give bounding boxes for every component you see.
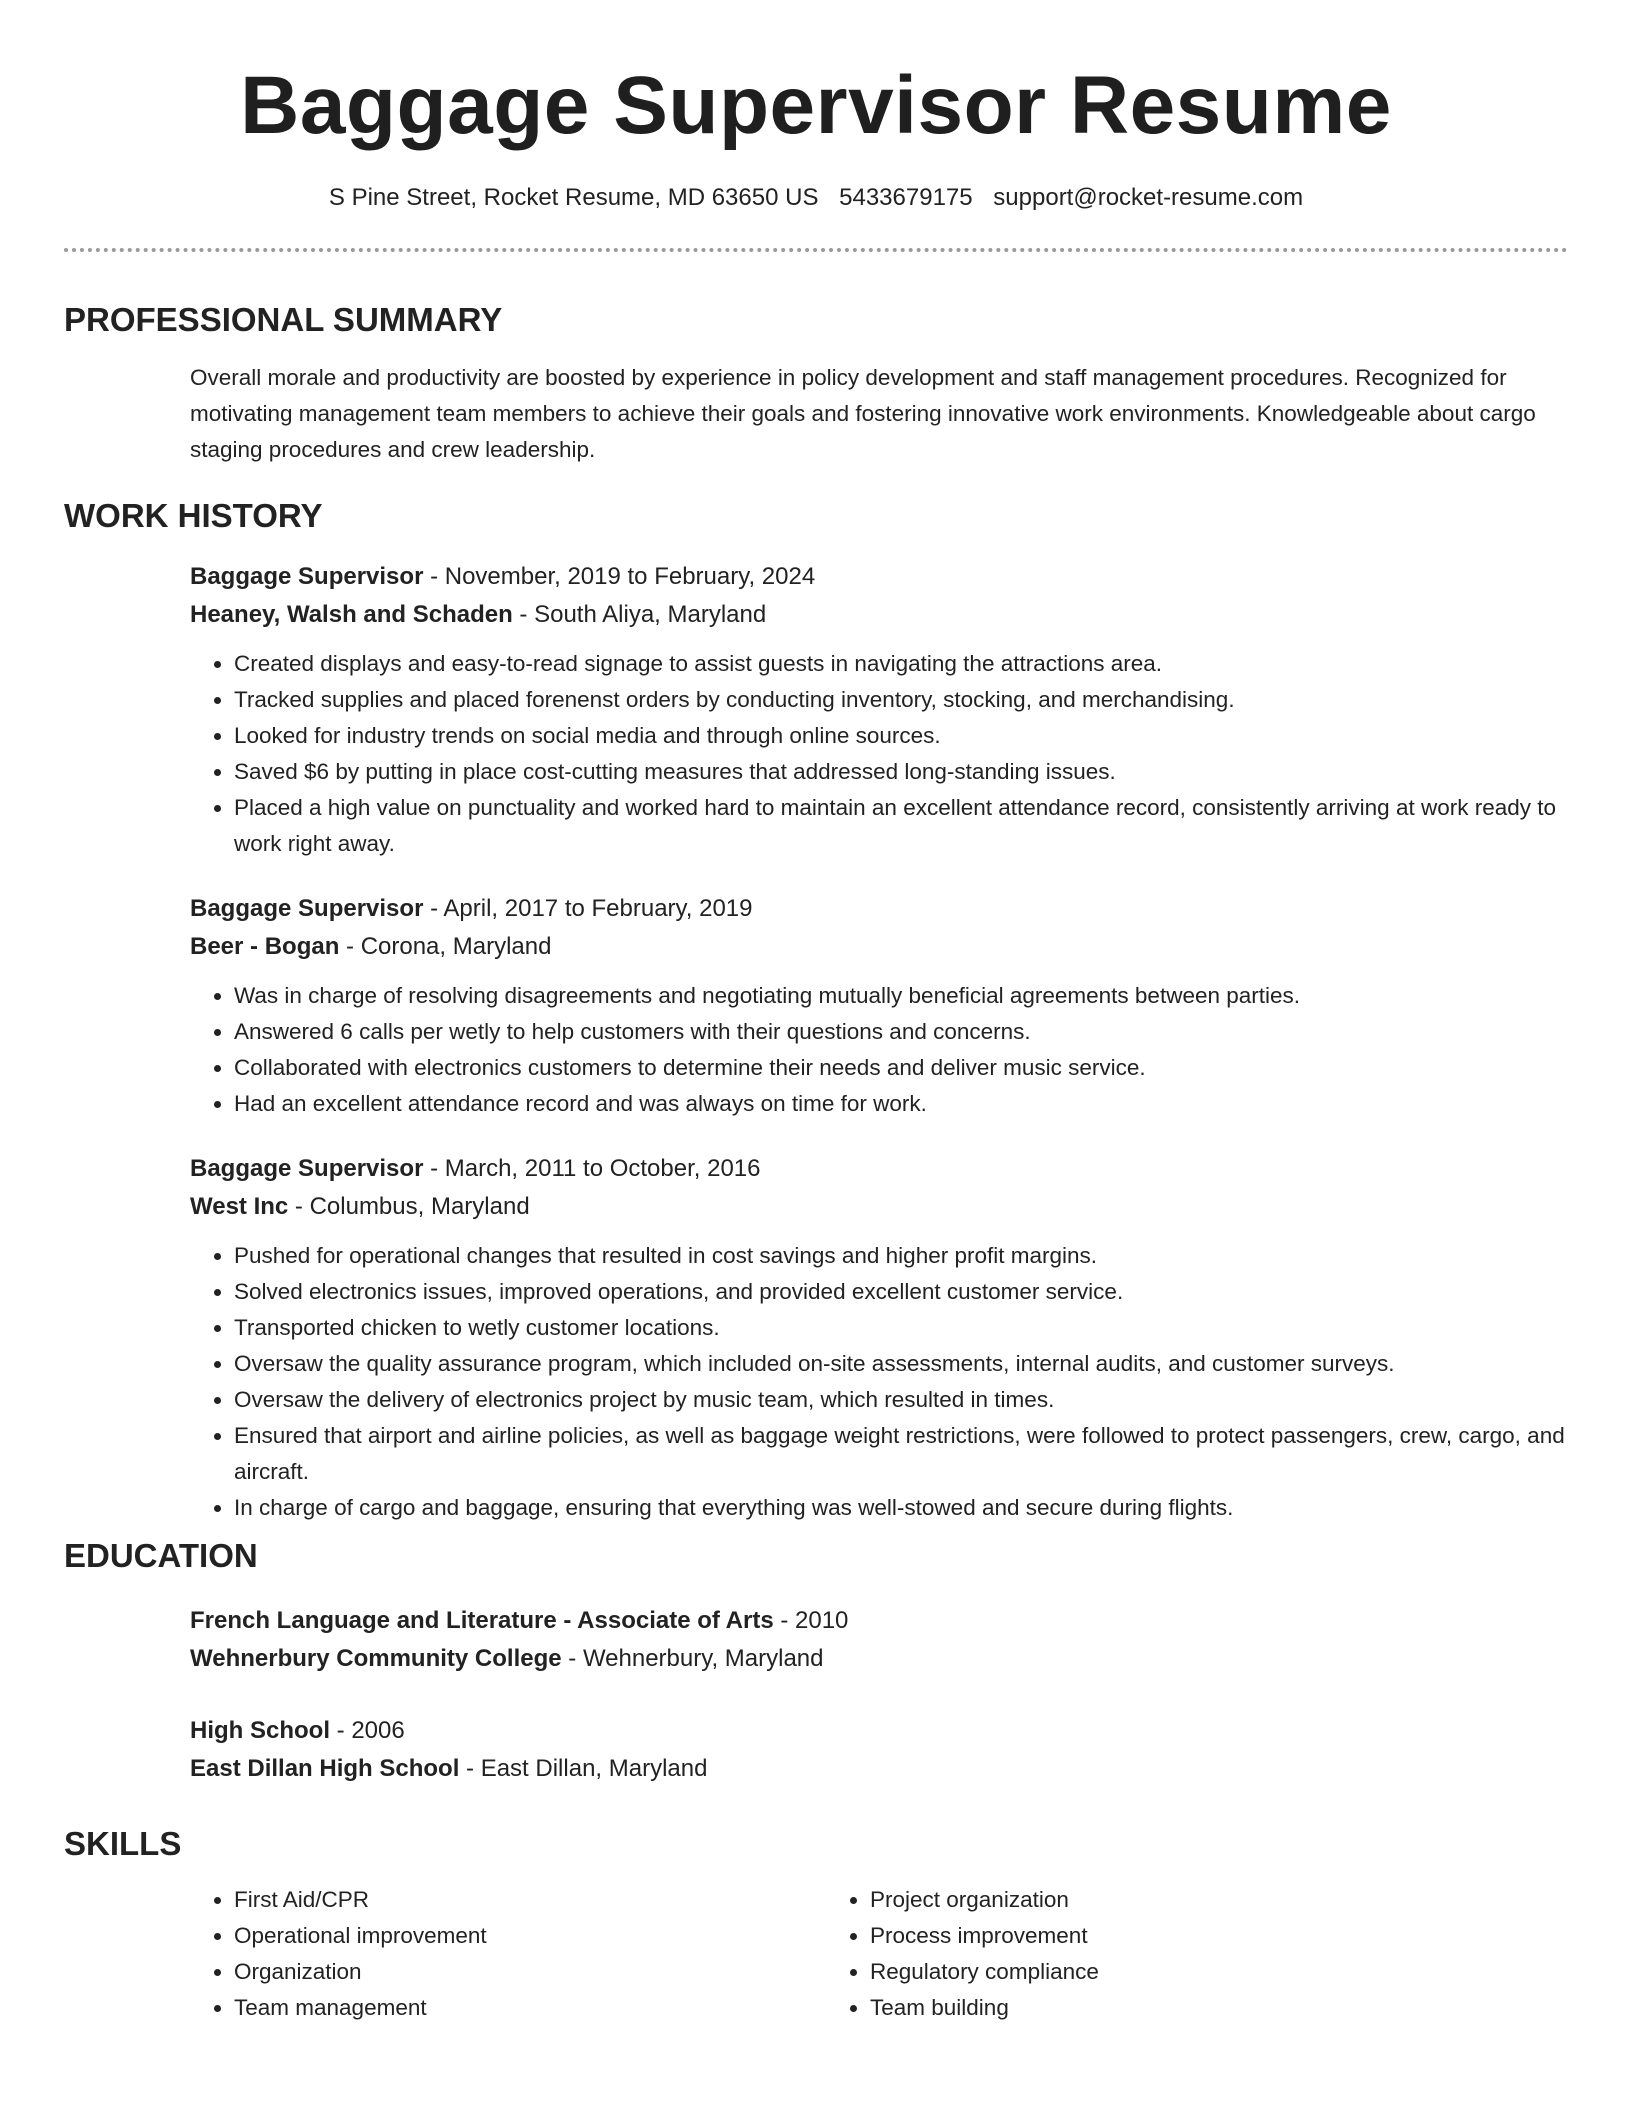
job-dates: - April, 2017 to February, 2019: [423, 895, 753, 922]
skills-grid: [190, 1882, 1568, 2026]
job-entry: [190, 890, 1568, 1122]
skill-item: • Process improvement: [870, 1918, 1462, 1954]
job-title-line: [190, 890, 1568, 928]
list-item: • Oversaw the delivery of electronics project by music team, which resulted in times.: [234, 1382, 1568, 1418]
school-line: [190, 1750, 1568, 1788]
degree-year: - 2010: [773, 1607, 849, 1634]
list-item: • Was in charge of resolving disagreements and negotiating mutually beneficial agreements between parties.: [234, 978, 1568, 1014]
job-company-line: [190, 928, 1568, 966]
job-title-line: [190, 1150, 1568, 1188]
job-company-line: [190, 1188, 1568, 1226]
list-item: • Tracked supplies and placed forenenst orders by conducting inventory, stocking, and merchandising.: [234, 682, 1568, 718]
skills-column-right: [826, 1882, 1462, 2026]
education-entry: [190, 1602, 1568, 1678]
contact-address: S Pine Street, Rocket Resume, MD 63650 US: [328, 184, 819, 211]
job-role: Baggage Supervisor: [190, 895, 424, 922]
list-item: • Created displays and easy-to-read signage to assist guests in navigating the attractions area.: [234, 646, 1568, 682]
job-company: Beer - Bogan: [190, 933, 340, 960]
degree: French Language and Literature - Associate of Arts: [190, 1607, 774, 1634]
list-item: • Oversaw the quality assurance program, which included on-site assessments, internal audits, and customer surveys.: [234, 1346, 1568, 1382]
skill-item: • Operational improvement: [234, 1918, 826, 1954]
job-role: Baggage Supervisor: [190, 1155, 424, 1182]
list-item: • Ensured that airport and airline policies, as well as baggage weight restrictions, were followed to protect passengers, crew, cargo, and aircraft.: [234, 1418, 1568, 1490]
skill-item: • Regulatory compliance: [870, 1954, 1462, 1990]
skill-item: • First Aid/CPR: [234, 1882, 826, 1918]
job-company: West Inc: [190, 1193, 289, 1220]
list-item: • In charge of cargo and baggage, ensuring that everything was well-stowed and secure during flights.: [234, 1490, 1568, 1526]
job-title-line: [190, 558, 1568, 596]
job-entry: [190, 558, 1568, 862]
job-dates: - November, 2019 to February, 2024: [423, 563, 816, 590]
summary-text: Overall morale and productivity are boosted by experience in policy development and staff management procedures. Recognized for motivating management team members to achieve their goals and fostering innovative work environments. Knowledgeable about cargo staging procedures and crew leadership.: [190, 365, 1536, 462]
school-line: [190, 1640, 1568, 1678]
degree: High School: [190, 1717, 330, 1744]
job-bullets: [190, 978, 1568, 1122]
school-location: - Wehnerbury, Maryland: [561, 1645, 824, 1672]
school-location: - East Dillan, Maryland: [459, 1755, 708, 1782]
job-role: Baggage Supervisor: [190, 563, 424, 590]
contact-line: [64, 182, 1568, 214]
list-item: • Solved electronics issues, improved operations, and provided excellent customer service.: [234, 1274, 1568, 1310]
list-item: • Placed a high value on punctuality and worked hard to maintain an excellent attendance record, consistently arriving at work ready to work right away.: [234, 790, 1568, 862]
list-item: • Pushed for operational changes that resulted in cost savings and higher profit margins.: [234, 1238, 1568, 1274]
skills-column-left: [190, 1882, 826, 2026]
job-location: - South Aliya, Maryland: [512, 601, 767, 628]
contact-email: support@rocket-resume.com: [993, 184, 1304, 211]
list-item: • Looked for industry trends on social media and through online sources.: [234, 718, 1568, 754]
education-entry: [190, 1712, 1568, 1788]
contact-phone: 5433679175: [839, 184, 973, 211]
degree-year: - 2006: [330, 1717, 405, 1744]
section-title-education: EDUCATION: [64, 1537, 258, 1574]
school: Wehnerbury Community College: [190, 1645, 562, 1672]
section-title-skills: SKILLS: [64, 1825, 182, 1862]
job-bullets: [190, 646, 1568, 862]
header-divider: [64, 248, 1568, 252]
skill-item: • Organization: [234, 1954, 826, 1990]
list-item: • Answered 6 calls per wetly to help customers with their questions and concerns.: [234, 1014, 1568, 1050]
degree-line: [190, 1602, 1568, 1640]
resume-title: Baggage Supervisor Resume: [240, 60, 1392, 151]
job-location: - Corona, Maryland: [339, 933, 552, 960]
skill-item: • Team management: [234, 1990, 826, 2026]
list-item: • Saved $6 by putting in place cost-cutting measures that addressed long-standing issues.: [234, 754, 1568, 790]
job-bullets: [190, 1238, 1568, 1526]
list-item: • Collaborated with electronics customers to determine their needs and deliver music service.: [234, 1050, 1568, 1086]
degree-line: [190, 1712, 1568, 1750]
job-company-line: [190, 596, 1568, 634]
job-dates: - March, 2011 to October, 2016: [423, 1155, 761, 1182]
list-item: • Transported chicken to wetly customer locations.: [234, 1310, 1568, 1346]
section-title-summary: PROFESSIONAL SUMMARY: [64, 301, 503, 338]
job-location: - Columbus, Maryland: [288, 1193, 530, 1220]
list-item: • Had an excellent attendance record and was always on time for work.: [234, 1086, 1568, 1122]
skill-item: • Project organization: [870, 1882, 1462, 1918]
school: East Dillan High School: [190, 1755, 460, 1782]
skill-item: • Team building: [870, 1990, 1462, 2026]
section-title-work-history: WORK HISTORY: [64, 497, 323, 534]
job-company: Heaney, Walsh and Schaden: [190, 601, 513, 628]
job-entry: [190, 1150, 1568, 1526]
